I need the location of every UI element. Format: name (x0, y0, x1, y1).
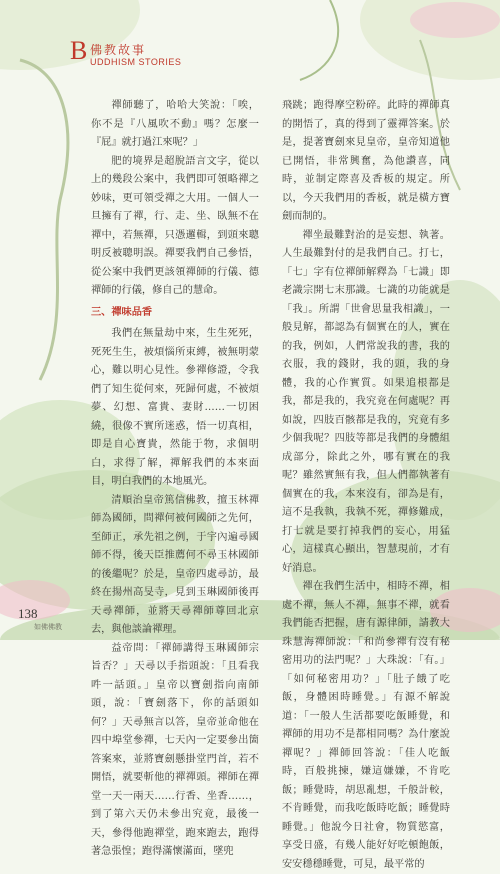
header-title-en: UDDHISM STORIES (90, 57, 182, 67)
paragraph: 飛跳；跑得摩空粉碎。此時的禪師真的開悟了，真的得到了靈禪答案。於是，提著寶劍來見皇帝，皇帝知道他已開悟，非常興奮，為他讚喜，同時，並制定際喜及香板的規定。所以，今天我們用的香板，就是橫方寶劍而制的。 (282, 100, 450, 222)
paragraph: 禪在我們生活中，相時不禪，相處不禪，無人不禪，無事不禪，就看我們能否把握，唐有源律師，請教大珠慧海禪師說：「和尚參禪有沒有秘密用功的法門呢？」大珠說：「有。」「如何秘密用功？」「肚子餓了吃飯，身體困時睡覺。」有源不解說道：「一般人生活都要吃飯睡覺，和禪師的用功不是都相同嗎？為什麼說禪呢？」禪師回答說：「佳人吃飯時，百般挑揀，嫌這嫌嫌，不肯吃飯；睡覺時，胡思亂想，千般計較，不肯睡覺，而我吃飯時吃飯；睡覺時睡覺。」他說今日社會，物質慾富，享受日盛，有幾人能好好吃頓飽飯，安安穩穩睡覺，可見，最平常的 (282, 581, 450, 870)
paragraph: 肥的境界是超脫語言文字，從以上的幾段公案中，我們即可領略禪之妙味，更可領受禪之大用。一個人一旦擁有了禪，行、走、坐、臥無不在禪中，若無禪，只憑邏輯，到頭來聰明反被聰明誤。禪要我們自己參悟，從公案中我們更該領禪師的行儀、德禪師的行儀，修自己的慧命。 (91, 155, 259, 296)
header-title-cn: 佛教故事 (90, 43, 147, 57)
page-number: 138 (18, 606, 38, 621)
paragraph: 益帝問：「禪師講得玉琳國師宗旨否？」天尋以手指頭說：「且看我吽一話頭。」皇帝以寶劍指向南師頭，說：「寶劍落下，你的話頭如何？」天尋無言以答，皇帝並命他在四中埠堂參禪，七天內一定要參出箇答案來，並將寶劍懸掛堂門首，若不開悟，就要斬他的禪禪頭。禪師在禪堂一天一兩天……行香、坐香……，到了第六天仍未參出究竟，最後一天，參得他跑禪堂，跑來跑去，跑得著急張惶；跑得滿懷滿面，墜兜 (91, 642, 259, 857)
paragraph: 禪師聽了，哈哈大笑說：「唉，你不是『八風吹不動』嗎？怎麼一『屁』就打過江來呢？」 (91, 100, 259, 148)
header-initial: B (70, 36, 88, 65)
paragraph: 清順治皇帝篤信佛教，擅玉林禪師為國師，問禪何被何國師之先何，至師正，承先祖之例，于宇內遍尋國師不得，後天臣推薦何不尋玉林國師的後繼呢？於是，皇帝四處尋訪，最終在揚州高旻寺，見到玉琳國師後再天尋禪師，並將天尋禪師尊回北京去，與他談論禪理。 (91, 494, 259, 635)
left-column (91, 97, 259, 862)
magazine-name: 如佛佛教 (34, 623, 62, 631)
right-column (282, 97, 450, 874)
section-heading: 三、禪味品香 (91, 305, 153, 318)
paragraph: 我們在無量劫中來，生生死死，死死生生，被煩惱所束縛，被無明蒙心，難以明心見性。參禪修證，令我們了知生從何來，死歸何處，不被煩夢、幻想、富貴、妻財……一切困繞，很像不實所迷惑，悟一切真相，即是自心寶貴，然能于物，求個明白，求得了解，禪解我們的本來面目，明白我們的本地風光。 (91, 328, 259, 487)
paragraph: 禪坐最難對治的是妄想、執著。人生最難對付的是我們自己。打七，「七」字有位禪師解釋為「七識」即老識宗開七末那識。七識的功能就是「我」。所謂「世會思量我相識」，一般見解，都認為有個實在的人，實在的我，例如，人們常說我的書，我的衣服，我的錢財，我的頭，我的身體，我的心作實質。如果追根都是我，都是我的，我究竟在何處呢？再如說，四肢百骸都是我的，究竟有多少個我呢？四肢等都是我們的身體組成部分，除此之外，哪有實在的我呢？雖然實無有我，但人們都執著有個實在的我，本來沒有，卻為是有，這不是我執，我執不死，禪修難成，打七就是要打掉我們的妄心，用猛心，這樣真心顯出，智慧現前，才有好消息。 (282, 229, 450, 574)
